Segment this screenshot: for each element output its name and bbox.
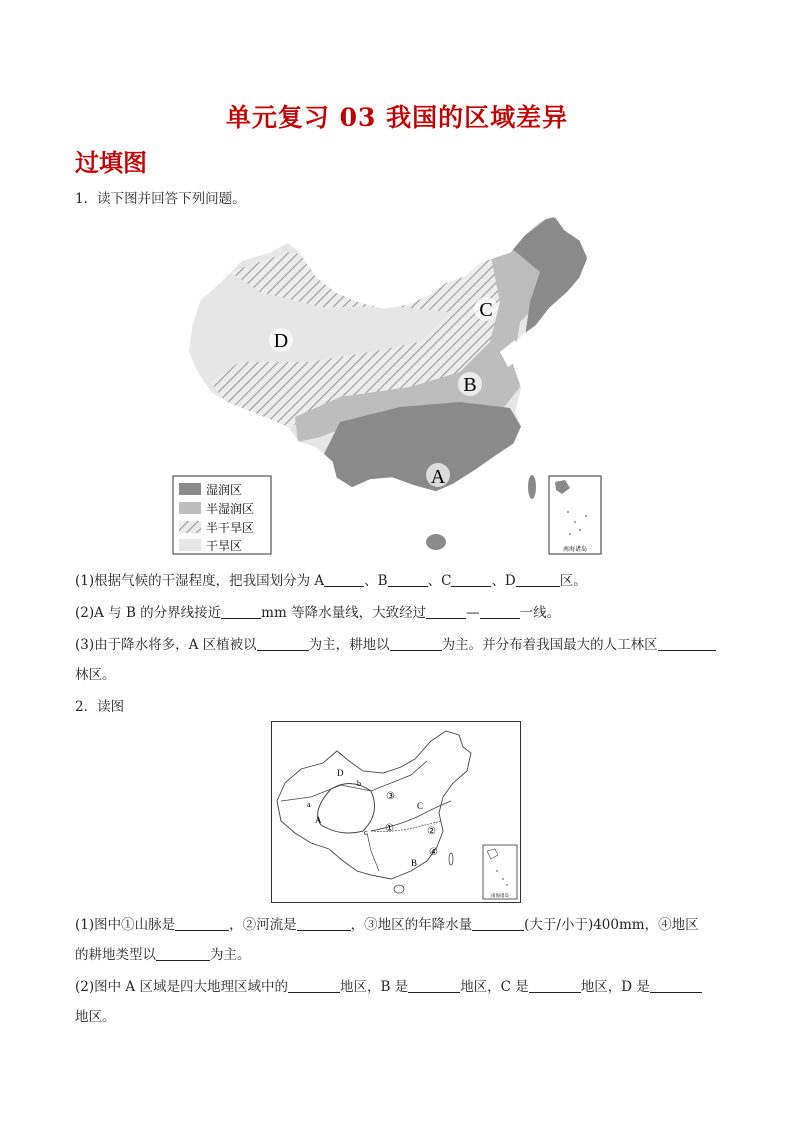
answer-blank[interactable]	[480, 604, 520, 619]
region-label-c: C	[417, 801, 424, 811]
answer-blank[interactable]	[426, 604, 466, 619]
region-label-a: A	[430, 466, 446, 488]
answer-blank[interactable]	[388, 572, 428, 587]
q2-part2-cont: 地区。	[75, 1009, 116, 1025]
region-label-c-small: c	[364, 828, 368, 837]
answer-blank[interactable]	[451, 572, 491, 587]
section-heading: 过填图	[75, 148, 147, 177]
answer-blank[interactable]	[257, 636, 309, 651]
answer-blank[interactable]	[650, 978, 702, 993]
region-label-a-small: a	[307, 800, 311, 809]
q1-part2: (2)A 与 B 的分界线接近 mm 等降水量线，大致经过 — 一线。	[75, 605, 561, 621]
region-label-a: A	[315, 815, 322, 825]
q2-part1: (1)图中①山脉是 ，②河流是 ，③地区的年降水量 (大于/小于)400mm，④地区	[75, 917, 699, 933]
number-1: ①	[385, 823, 394, 834]
dry-wet-regions-map	[170, 212, 630, 557]
number-3: ③	[386, 791, 395, 802]
legend-semi-humid: 半湿润区	[206, 502, 255, 516]
legend-arid: 干旱区	[206, 539, 243, 553]
answer-blank[interactable]	[529, 978, 581, 993]
answer-blank[interactable]	[175, 916, 229, 931]
inset-label: 南海诸岛	[491, 894, 509, 899]
q2-part1-cont: 的耕地类型以 为主。	[75, 947, 251, 963]
legend-semi-arid: 半干旱区	[206, 521, 255, 535]
answer-blank[interactable]	[408, 978, 460, 993]
region-label-b-small: b	[357, 779, 361, 788]
answer-blank[interactable]	[288, 978, 340, 993]
legend-humid: 湿润区	[206, 483, 243, 497]
page-title: 单元复习 03 我国的区域差异	[225, 103, 569, 132]
geographic-regions-map	[271, 721, 521, 903]
question-1-prompt: 1．读下图并回答下列问题。	[75, 191, 246, 207]
region-label-d: D	[337, 768, 344, 778]
answer-blank[interactable]	[390, 636, 442, 651]
region-label-d: D	[273, 330, 289, 352]
south-china-sea-inset	[483, 845, 517, 899]
answer-blank[interactable]	[221, 604, 261, 619]
answer-blank[interactable]	[297, 916, 351, 931]
number-2: ②	[427, 826, 436, 837]
answer-blank[interactable]	[324, 572, 364, 587]
region-label-b: B	[411, 858, 418, 868]
region-label-c: C	[479, 299, 493, 321]
answer-blank[interactable]	[516, 572, 560, 587]
answer-blank[interactable]	[472, 916, 524, 931]
q1-part1: (1)根据气候的干湿程度，把我国划分为 A 、B 、C 、D 区。	[75, 573, 587, 589]
q1-part3-cont: 林区。	[75, 667, 116, 683]
map-legend	[173, 476, 271, 554]
q1-part3: (3)由于降水将多，A 区植被以 为主，耕地以 为主。并分布着我国最大的人工林区	[75, 633, 716, 653]
answer-blank[interactable]	[156, 946, 210, 961]
answer-blank[interactable]	[658, 636, 716, 651]
number-4: ④	[429, 847, 438, 858]
south-china-sea-inset	[549, 476, 601, 554]
inset-label: 南海诸岛	[562, 546, 588, 553]
question-2-prompt: 2．读图	[75, 699, 125, 715]
region-label-b: B	[463, 374, 477, 396]
q2-part2: (2)图中 A 区域是四大地理区域中的 地区，B 是 地区，C 是 地区，D 是	[75, 975, 702, 995]
